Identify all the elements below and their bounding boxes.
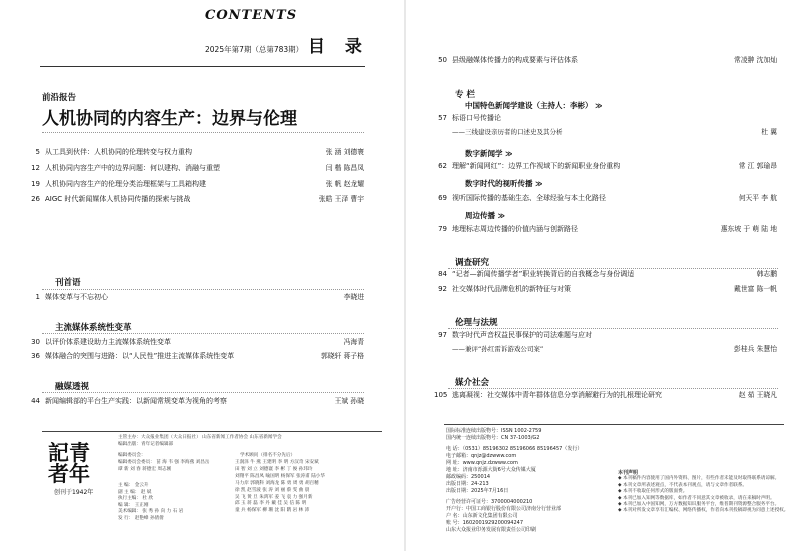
staff-line: 副 主 编： 赵 斌 — [118, 489, 152, 495]
advisor-row: 徐 凯 赵雪波 张 涛 刘 丽 蔡 雯 曲 晨 — [235, 487, 310, 493]
postcode-line: 邮政编码：250014 — [446, 474, 491, 480]
toc-authors: 王斌 孙晓 — [334, 397, 364, 405]
divider — [448, 328, 778, 329]
notice-line: ◆ 本刊对所发文章享有汇编权、网络传播权，作者向本刊投稿即视为同意上述授权。 — [618, 508, 789, 514]
committee-line: 谭 新 刘 春 蒋德宏 周志刚 — [118, 466, 172, 472]
notice-line: ◆ 本刊文章所表述观点，不代表本刊观点，请与文章作者联系。 — [618, 482, 748, 488]
committee-list — [118, 460, 209, 522]
staff-line: 执行主编： 杜 欣 — [118, 496, 154, 501]
header-rule — [40, 66, 365, 67]
issue-number: 2025年第7期（总第783期） — [205, 45, 304, 54]
toc-page: 12 — [31, 164, 40, 172]
toc-title: 从工具到伙伴：人机协同的伦理转变与权力重构 — [45, 148, 192, 156]
toc-page: 84 — [438, 270, 447, 278]
staff-line: 美术编辑： 张 秀 孙 向 力 石 岩 — [118, 509, 184, 514]
toc-page: 50 — [438, 56, 447, 64]
contents-wordmark: CONTENTS — [205, 8, 298, 23]
email-line: 电子邮箱：qnjz@dzwww.com — [446, 453, 517, 459]
toc-title: AIGC 时代新闻媒体人机协同传播的探索与挑战 — [45, 195, 191, 203]
toc-title: 视听国际传播的基础生态、全球经验与本土化路径 — [452, 194, 606, 202]
magazine-logo — [48, 440, 106, 486]
advisor-row: 童 兵 杨保军 柳 珊 沈 阳 隋 岩 林 沛 — [235, 508, 310, 514]
toc-authors: 常凌翀 沈加灿 — [734, 56, 777, 64]
founded-note: 创刊于1942年 — [54, 489, 94, 496]
toc-authors: 惠东坡 于 萌 陆 地 — [720, 225, 777, 233]
toc-title: 逃离凝视：社交媒体中青年群体信息分享消解避行为的扎根理论研究 — [452, 391, 662, 399]
footer-rule — [444, 424, 784, 425]
toc-page: 92 — [438, 285, 447, 293]
academic-title: 学术顾问（排名不分先后） — [240, 453, 296, 458]
publisher-line: 编辑出版：青年记者编辑部 — [118, 442, 174, 447]
masthead-rule — [42, 431, 382, 432]
journal-notice — [618, 470, 788, 515]
toc-title: 新闻编辑部的平台生产实践：以新闻常规变革为视角的考察 — [45, 397, 227, 405]
toc-page: 5 — [35, 148, 40, 156]
issn-line: 国际标准连续出版物号：ISSN 1002-2759 — [446, 428, 542, 434]
advisor-row: 马力岸 郭晓科 刘海龙 陈 勇 周 勇 胡百精 — [235, 480, 319, 486]
phone-line: 电 话：（0531）85196302 85196066 85196457（发行） — [446, 446, 583, 452]
subsection-text: 中国特色新闻学建设（主持人：李彬） — [465, 101, 593, 110]
toc-authors: 郭晓轩 蒋子格 — [321, 352, 364, 360]
logo-top: 記青 — [48, 440, 90, 465]
right-page — [406, 0, 810, 551]
toc-entry[interactable] — [27, 194, 364, 205]
toc-page: 69 — [438, 194, 447, 202]
toc-entry-sub[interactable] — [434, 344, 777, 355]
section-label-fusion: 融媒透视 — [55, 382, 90, 392]
subsection-label — [465, 100, 602, 111]
toc-page: 79 — [438, 225, 447, 233]
logo-bottom: 者年 — [48, 461, 90, 486]
notice-line: ◆ 本刊稿件内容使用了国内外资料、图片，有些作者未能及时取得联系请谅解。 — [618, 476, 780, 482]
account-number-line: 账 号：1602001929200094247 — [446, 520, 524, 526]
staff-line: 编 辑： 王正刚 — [118, 502, 149, 508]
advisor-row: 邱 玉 蒋 磊 李 丹 戴 佳 吴 信 陈 明 — [235, 501, 307, 507]
chevron-right-icon: ≫ — [497, 212, 505, 220]
academic-advisors — [235, 460, 380, 515]
subsection-text: 数字新闻学 — [465, 149, 503, 158]
toc-page: 62 — [438, 162, 447, 170]
notice-line: ◆ 本刊已加入中国知网，万方数据知识服务平台，维普期刊资源整合服务平台。 — [618, 502, 780, 508]
page-title: 目 录 — [308, 37, 369, 57]
subsection-label — [465, 210, 505, 221]
toc-entry[interactable] — [434, 55, 777, 66]
notice-line: ◆ 本刊已加入知网等数据库，如作者不同意其文章被收录，请在来稿时声明。 — [618, 495, 775, 501]
toc-entry[interactable] — [434, 330, 777, 341]
toc-title: 县级融媒体传播力的构成要素与评估体系 — [452, 56, 578, 64]
section-label-column: 专 栏 — [455, 90, 475, 100]
toc-entry-sub[interactable] — [434, 127, 777, 138]
toc-page: 105 — [434, 391, 448, 399]
cn-line: 国内统一连续出版物号：CN 37-1003/G2 — [446, 435, 540, 441]
chevron-right-icon: ≫ — [595, 102, 603, 110]
section-label-ethics: 伦理与法规 — [455, 318, 498, 328]
divider — [42, 132, 364, 133]
toc-entry[interactable] — [27, 337, 364, 348]
toc-title: 媒体融合的突围与进路：以“人民性”推进主流媒体系统性变革 — [45, 352, 235, 360]
printer-line: 山东大众报业印务发展有限责任公司印刷 — [446, 527, 537, 533]
toc-entry[interactable] — [27, 292, 364, 303]
divider — [42, 289, 364, 290]
divider — [42, 333, 364, 334]
toc-authors: 赵 茹 王晓凡 — [738, 391, 777, 399]
advisor-row: 吴 飞 黄 旦 朱鸿军 姜 飞 袁 力 强月新 — [235, 494, 313, 500]
committee-line: 编辑委员会委员： 苗 海 韦 强 李海燕 刘昌岳 — [118, 460, 210, 465]
ad-license-line: 广告经营许可证号：3700004000210 — [446, 499, 533, 505]
toc-authors: 张皓 王泽 曹宇 — [318, 195, 364, 203]
toc-title: 媒体变革与不忘初心 — [45, 293, 108, 301]
chevron-right-icon: ≫ — [505, 150, 513, 158]
divider — [42, 392, 364, 393]
address-line: 地 址：济南市泺源大街6号大众传媒大厦 — [446, 467, 536, 473]
toc-authors: 韩志鹏 — [756, 270, 777, 278]
toc-authors: 杜 翼 — [761, 128, 777, 136]
toc-title: 标语口号传播论 — [452, 114, 501, 122]
toc-entry[interactable] — [27, 163, 364, 174]
toc-page: 1 — [35, 293, 40, 301]
section-label-editorial: 刊首语 — [55, 278, 81, 288]
toc-title: 社交媒体时代品牌危机的新特征与对策 — [452, 285, 571, 293]
toc-entry[interactable] — [27, 396, 364, 407]
subsection-text: 数字时代的视听传播 — [465, 179, 533, 188]
account-name-line: 户 名：山东新文化集团有限公司 — [446, 513, 518, 519]
advisor-row: 刘翔平 陈昌凤 喻国明 杨保军 张涛甫 陆小华 — [235, 473, 325, 479]
toc-title: 理解“新闻网红”：边界工作视域下的新闻职业身份重构 — [452, 162, 621, 170]
toc-entry[interactable] — [434, 161, 777, 172]
section-label-society: 媒介社会 — [455, 378, 490, 388]
toc-title: 地理标志周边传播的价值内涵与创新路径 — [452, 225, 578, 233]
frontier-headline: 人机协同的内容生产：边界与伦理 — [42, 109, 297, 129]
advisor-row: 王润泽 牛 燕 王建明 李 明 方汉奇 宋安斌 — [235, 460, 319, 465]
committee-title: 编辑委员会： — [118, 453, 146, 458]
code-line: 出版日期：24-213 — [446, 481, 489, 487]
sponsor-line: 主管主办：大众报业集团（大众日报社） 山东省新闻工作者协会 山东省新闻学会 — [118, 435, 282, 440]
toc-authors: 李晓进 — [343, 293, 364, 301]
notice-title: 本刊声明 — [618, 470, 639, 476]
staff-line: 主 编： 金云升 — [118, 483, 149, 488]
staff-line: 发 行： 赵艳峰 孙倩倩 — [118, 515, 164, 521]
toc-title: 数字时代声音权益民事保护的司法难题与应对 — [452, 331, 592, 339]
subsection-label — [465, 148, 512, 159]
toc-page: 97 — [438, 331, 447, 339]
advisor-row: 田 智 刘 立 刘德寰 李 彬 丁 俊 孙玮玲 — [235, 466, 313, 472]
subsection-label — [465, 178, 542, 189]
section-label-research: 调查研究 — [455, 258, 490, 268]
notice-line: ◆ 本刊不收取任何形式的版面费。 — [618, 489, 688, 495]
toc-title: “记者—新闻传播学者”职业转换背后的自我概念与身份调适 — [452, 270, 635, 278]
website-line: 网 址：www.qnjz.dzwww.com — [446, 460, 518, 466]
toc-authors: 戴世富 陈一帆 — [734, 285, 777, 293]
toc-page: 26 — [31, 195, 40, 203]
toc-subtitle: ——三线建设亲历者的口述史及其分析 — [452, 128, 563, 136]
toc-entry[interactable] — [434, 193, 777, 204]
toc-page: 44 — [31, 397, 40, 405]
toc-authors: 常 江 郭瑜昂 — [738, 162, 777, 170]
toc-entry[interactable] — [27, 179, 364, 190]
toc-authors: 张 涵 刘德寰 — [325, 148, 364, 156]
subsection-text: 周边传播 — [465, 211, 495, 220]
divider — [448, 388, 778, 389]
chevron-right-icon: ≫ — [535, 180, 543, 188]
toc-entry[interactable] — [27, 351, 364, 362]
toc-title: 人机协同内容生产的伦理分类治理框架与工具箱构建 — [45, 180, 206, 188]
toc-title: 以评价体系建设助力主流媒体系统性变革 — [45, 338, 171, 346]
toc-entry[interactable] — [27, 147, 364, 158]
toc-page: 19 — [31, 180, 40, 188]
toc-authors: 何天平 李 航 — [738, 194, 777, 202]
toc-page: 30 — [31, 338, 40, 346]
toc-authors: 张 帆 赵龙耀 — [325, 180, 364, 188]
toc-authors: 彭桂兵 朱慧怡 — [734, 345, 777, 353]
toc-entry[interactable] — [434, 269, 777, 280]
toc-title: 人机协同内容生产中的边界问题：何以建构、消融与重塑 — [45, 164, 220, 172]
toc-page: 36 — [31, 352, 40, 360]
section-label-mainstream: 主流媒体系统性变革 — [55, 323, 132, 333]
toc-entry[interactable] — [434, 113, 777, 124]
toc-entry[interactable] — [434, 390, 777, 401]
publication-info — [446, 428, 582, 534]
toc-subtitle: ——兼评“孙红雷诉游戏公司案” — [452, 345, 544, 353]
toc-authors: 冯海青 — [343, 338, 364, 346]
toc-page: 57 — [438, 114, 447, 122]
left-page — [0, 0, 404, 551]
section-label-frontier: 前沿报告 — [42, 93, 77, 103]
date-line: 出版日期：2025年7月16日 — [446, 488, 509, 494]
bank-line: 开户行：中国工商银行股份有限公司济南分行营业部 — [446, 506, 562, 512]
toc-entry[interactable] — [434, 284, 777, 295]
toc-entry[interactable] — [434, 224, 777, 235]
toc-authors: 闫 楷 陈昌凤 — [325, 164, 364, 172]
